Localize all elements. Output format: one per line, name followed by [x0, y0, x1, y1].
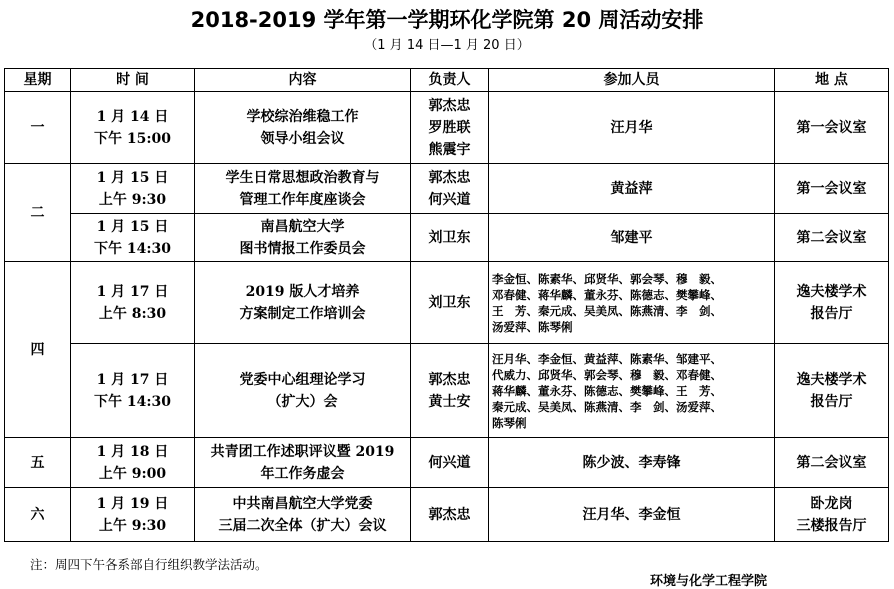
date-text: 1 月 18 日 [96, 443, 169, 460]
location-line-1: 第一会议室 [796, 180, 867, 197]
hour-text: 下午 14:30 [93, 240, 171, 257]
attendee-names: 陈少波、李寿锋 [582, 454, 681, 471]
location-cell [775, 438, 889, 488]
location-cell [775, 92, 889, 164]
attendees-cell [489, 488, 775, 542]
day-cell [5, 488, 71, 542]
content-line-2: 管理工作年度座谈会 [239, 191, 366, 208]
table-row [5, 344, 889, 438]
location-cell [775, 262, 889, 344]
content-line-1: 学校综治维稳工作 [246, 108, 359, 125]
leader-cell [411, 262, 489, 344]
leader-names: 何兴道 [428, 454, 471, 471]
day-cell [5, 92, 71, 164]
partial-signature: 环境与化学工程学院 [650, 574, 768, 589]
col-header-day: 星期 [5, 69, 71, 92]
time-cell [71, 438, 195, 488]
content-line-2: 三届二次全体（扩大）会议 [218, 517, 387, 534]
date-text: 1 月 17 日 [96, 283, 169, 300]
day-label: 四 [30, 341, 45, 358]
hour-text: 上午 8:30 [98, 305, 167, 322]
page-subtitle: （1 月 14 日—1 月 20 日） [364, 38, 530, 53]
time-cell [71, 92, 195, 164]
hour-text: 下午 15:00 [93, 130, 171, 147]
col-header-content: 内容 [195, 69, 411, 92]
attendee-names: 汪月华、李金恒、黄益萍、陈素华、邹建平、 代威力、邱贤华、郭会琴、穆 毅、邓春健、 蒋华麟、董永芬、陈德志、樊攀峰、王 芳、 秦元成、吴美凤、陈燕清、李 剑、汤爱萍、 陈琴俐 [492, 351, 722, 430]
hour-text: 上午 9:00 [98, 465, 167, 482]
attendee-names: 黄益萍 [610, 180, 653, 197]
table-row [5, 488, 889, 542]
content-line-2: 图书情报工作委员会 [239, 240, 366, 257]
content-line-2: 方案制定工作培训会 [239, 305, 366, 322]
leader-names: 郭杰忠 罗胜联 熊震宇 [428, 97, 471, 158]
content-line-1: 南昌航空大学 [260, 218, 345, 235]
table-row [5, 262, 889, 344]
attendees-cell [489, 438, 775, 488]
content-line-1: 学生日常思想政治教育与 [225, 169, 380, 186]
date-text: 1 月 19 日 [96, 495, 169, 512]
leader-names: 郭杰忠 何兴道 [428, 169, 471, 208]
page-title: 2018-2019 学年第一学期环化学院第 20 周活动安排 [190, 8, 704, 32]
attendees-cell [489, 344, 775, 438]
location-line-1: 逸夫楼学术 [796, 283, 867, 300]
attendee-names: 汪月华 [610, 119, 653, 136]
leader-cell [411, 488, 489, 542]
time-cell [71, 214, 195, 262]
attendees-cell [489, 262, 775, 344]
content-cell [195, 92, 411, 164]
time-cell [71, 344, 195, 438]
time-cell [71, 488, 195, 542]
location-line-2: 报告厅 [810, 305, 853, 322]
date-text: 1 月 15 日 [96, 169, 169, 186]
table-row [5, 164, 889, 214]
location-cell [775, 214, 889, 262]
location-line-2: 报告厅 [810, 393, 853, 410]
table-row [5, 214, 889, 262]
content-line-2: 领导小组会议 [260, 130, 345, 147]
content-cell [195, 262, 411, 344]
content-cell [195, 488, 411, 542]
day-cell [5, 262, 71, 438]
col-header-leader: 负责人 [411, 69, 489, 92]
leader-cell [411, 164, 489, 214]
content-cell [195, 344, 411, 438]
content-line-1: 中共南昌航空大学党委 [232, 495, 373, 512]
leader-names: 郭杰忠 黄士安 [428, 371, 471, 410]
table-header-row [5, 69, 889, 92]
attendee-names: 李金恒、陈素华、邱贤华、郭会琴、穆 毅、 邓春健、蒋华麟、董永芬、陈德志、樊攀峰、 王 芳、秦元成、吴美凤、陈燕清、李 剑、 汤爱萍、陈琴俐 [492, 271, 722, 334]
attendees-cell [489, 92, 775, 164]
leader-cell [411, 214, 489, 262]
hour-text: 上午 9:30 [98, 517, 167, 534]
day-label: 二 [30, 204, 45, 221]
time-cell [71, 262, 195, 344]
content-line-2: 年工作务虚会 [260, 465, 345, 482]
date-text: 1 月 15 日 [96, 218, 169, 235]
time-cell [71, 164, 195, 214]
date-text: 1 月 17 日 [96, 371, 169, 388]
leader-cell [411, 344, 489, 438]
schedule-table [4, 68, 889, 542]
day-label: 一 [30, 119, 45, 136]
hour-text: 下午 14:30 [93, 393, 171, 410]
day-cell [5, 164, 71, 262]
content-line-1: 2019 版人才培养 [245, 283, 360, 300]
attendees-cell [489, 214, 775, 262]
table-row [5, 438, 889, 488]
leader-names: 郭杰忠 [428, 506, 471, 523]
content-line-1: 共青团工作述职评议暨 2019 [210, 443, 395, 460]
location-cell [775, 488, 889, 542]
location-line-2: 三楼报告厅 [796, 517, 867, 534]
table-row [5, 92, 889, 164]
leader-cell [411, 92, 489, 164]
date-text: 1 月 14 日 [96, 108, 169, 125]
location-line-1: 第二会议室 [796, 454, 867, 471]
location-line-1: 第二会议室 [796, 229, 867, 246]
day-cell [5, 438, 71, 488]
col-header-location: 地 点 [775, 69, 889, 92]
location-cell [775, 344, 889, 438]
content-line-2: （扩大）会 [267, 393, 338, 410]
location-cell [775, 164, 889, 214]
day-label: 五 [30, 454, 45, 471]
attendees-cell [489, 164, 775, 214]
attendee-names: 汪月华、李金恒 [582, 506, 681, 523]
leader-names: 刘卫东 [428, 229, 471, 246]
col-header-time: 时 间 [71, 69, 195, 92]
leader-cell [411, 438, 489, 488]
location-line-1: 卧龙岗 [810, 495, 853, 512]
location-line-1: 第一会议室 [796, 119, 867, 136]
attendee-names: 邹建平 [610, 229, 653, 246]
footnote: 注：周四下午各系部自行组织教学法活动。 [30, 557, 268, 572]
content-cell [195, 438, 411, 488]
content-line-1: 党委中心组理论学习 [239, 371, 366, 388]
hour-text: 上午 9:30 [98, 191, 167, 208]
content-cell [195, 214, 411, 262]
day-label: 六 [30, 506, 45, 523]
col-header-attendees: 参加人员 [489, 69, 775, 92]
leader-names: 刘卫东 [428, 294, 471, 311]
content-cell [195, 164, 411, 214]
location-line-1: 逸夫楼学术 [796, 371, 867, 388]
